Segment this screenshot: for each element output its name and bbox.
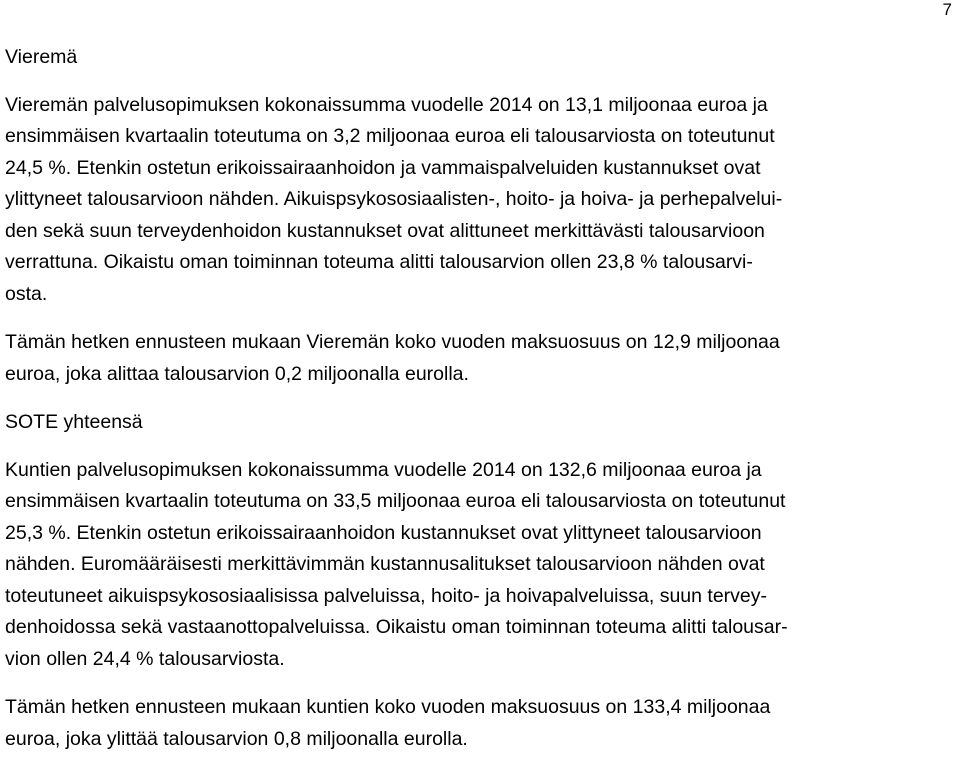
paragraph-line: ensimmäisen kvartaalin toteutuma on 3,2 miljoonaa euroa eli talousarviosta on toteutunut: [5, 125, 775, 147]
paragraph-line: euroa, joka alittaa talousarvion 0,2 miljoonalla eurolla.: [5, 362, 469, 385]
section-heading: SOTE yhteensä: [5, 411, 143, 433]
paragraph-line: 24,5 %. Etenkin ostetun erikoissairaanhoidon ja vammaispalveluiden kustannukset ovat: [5, 156, 761, 179]
paragraph-line: osta.: [5, 282, 48, 305]
paragraph-line: ensimmäisen kvartaalin toteutuma on 33,5 miljoonaa euroa eli talousarviosta on toteutunut: [5, 490, 786, 512]
paragraph-line: denhoidossa sekä vastaanottopalveluissa. Oikaistu oman toiminnan toteuma alitti talousar-: [5, 616, 788, 638]
paragraph-line: den sekä suun terveydenhoidon kustannukset ovat alittuneet merkittävästi talousarvioon: [5, 219, 765, 242]
paragraph: [5, 90, 955, 311]
paragraph: [5, 455, 955, 676]
page-number: 7: [942, 0, 952, 19]
section-vierema: [5, 42, 955, 407]
paragraph-line: euroa, joka ylittää talousarvion 0,8 miljoonalla eurolla.: [5, 727, 468, 750]
paragraph-line: Vieremän palvelusopimuksen kokonaissumma vuodelle 2014 on 13,1 miljoonaa euroa ja: [5, 93, 768, 116]
paragraph-line: verrattuna. Oikaistu oman toiminnan toteuma alitti talousarvion ollen 23,8 % talousarvi-: [5, 251, 753, 273]
section-heading: Vieremä: [5, 46, 78, 68]
paragraph-line: Tämän hetken ennusteen mukaan Vieremän koko vuoden maksuosuus on 12,9 miljoonaa: [5, 331, 780, 353]
paragraph-line: Kuntien palvelusopimuksen kokonaissumma vuodelle 2014 on 132,6 miljoonaa euroa ja: [5, 458, 762, 481]
paragraph-line: Tämän hetken ennusteen mukaan kuntien koko vuoden maksuosuus on 133,4 miljoonaa: [5, 696, 771, 718]
document-body: [5, 42, 955, 755]
paragraph-line: vion ollen 24,4 % talousarviosta.: [5, 647, 285, 670]
paragraph-line: ylittyneet talousarvioon nähden. Aikuispsykososiaalisten-, hoito- ja hoiva- ja perhepalvelui-: [5, 188, 783, 210]
paragraph-line: 25,3 %. Etenkin ostetun erikoissairaanhoidon kustannukset ovat ylittyneet talousarvioon: [5, 521, 762, 544]
paragraph-line: nähden. Euromääräisesti merkittävimmän kustannusalitukset talousarvioon nähden ovat: [5, 553, 765, 575]
paragraph: [5, 692, 955, 755]
paragraph: [5, 327, 955, 390]
paragraph-line: toteutuneet aikuispsykososiaalisissa palveluissa, hoito- ja hoivapalveluissa, suun tervey-: [5, 584, 767, 607]
section-sote-yhteensa: [5, 407, 955, 755]
